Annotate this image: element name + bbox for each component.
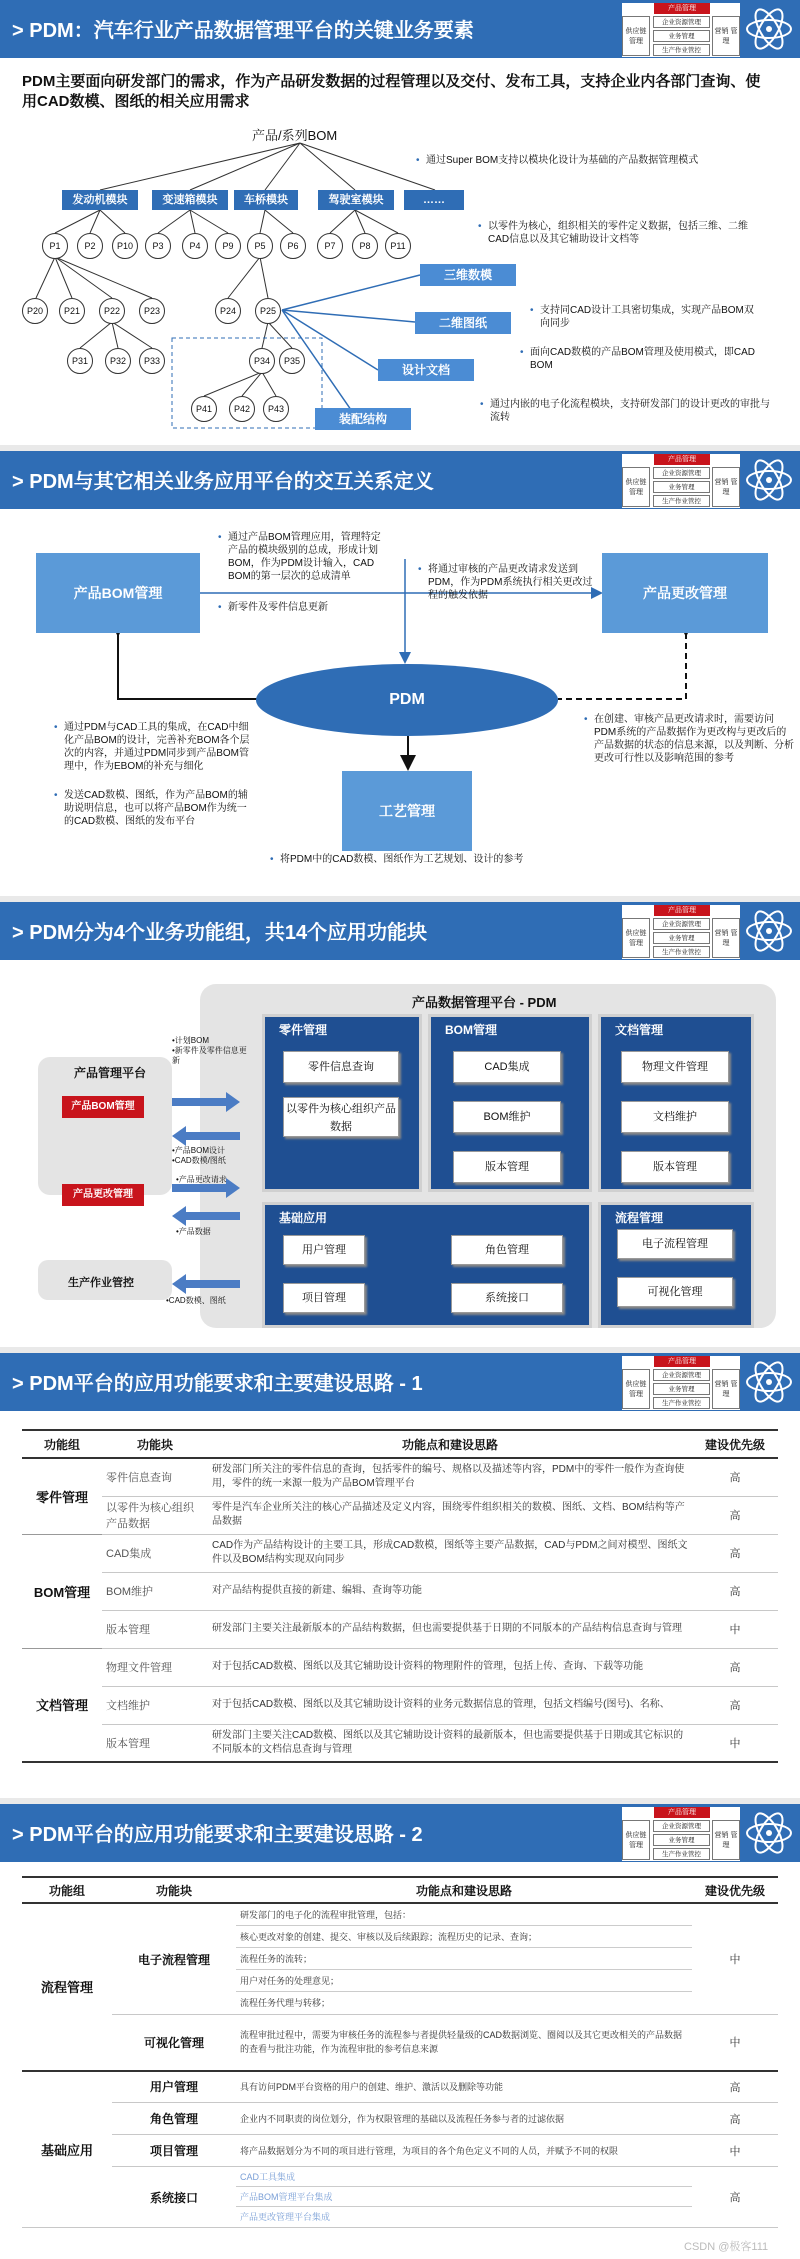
arrow-label: •CAD数模、图纸 xyxy=(166,1296,226,1305)
group-flow: 流程管理 电子流程管理 可视化管理 xyxy=(598,1202,754,1328)
bom-node: P43 xyxy=(263,396,289,422)
module-e-flow: 电子流程管理 xyxy=(617,1229,733,1259)
slide-title: > PDM与其它相关业务应用平台的交互关系定义 xyxy=(12,471,434,493)
logo-icon xyxy=(744,1808,794,1858)
bom-node: P1 xyxy=(42,233,68,259)
bom-node: P25 xyxy=(255,298,281,324)
arrow-label: •计划BOM •新零件及零件信息更新 xyxy=(172,1036,247,1065)
module-doc-maint: 文档维护 xyxy=(621,1101,729,1133)
module-sys-interface: 系统接口 xyxy=(451,1283,563,1313)
col-header: 建设优先级 xyxy=(692,1877,778,1903)
bom-node: P33 xyxy=(139,348,165,374)
box-design-doc: 设计文档 xyxy=(378,359,474,381)
table-row: 项目管理 将产品数据划分为不同的项目进行管理，为项目的各个角色定义不同的人员，并赋予不同的权限 中 xyxy=(22,2135,778,2167)
arrow-label: •产品数据 xyxy=(176,1227,211,1236)
arrow-label: •产品更改请求 xyxy=(176,1175,227,1184)
table-row: 版本管理 研发部门主要关注CAD数模、图纸以及其它辅助设计资料的最新版本，但也需要提供基于日期或其它标识的不同版本的文档信息查询与管理 中 xyxy=(22,1724,778,1762)
sys-interface-points: CAD工具集成 产品BOM管理平台集成 产品更改管理平台集成 xyxy=(236,2167,692,2228)
logo-icon xyxy=(744,1357,794,1407)
box-product-bom: 产品BOM管理 xyxy=(36,553,200,633)
module-part-core: 以零件为核心组织产品数据 xyxy=(283,1097,399,1137)
note: • 通过PDM与CAD工具的集成，在CAD中细化产品BOM的设计，完善补充BOM各个层次的内容，并通过PDM同步到产品BOM管理中，作为EBOM的补充与细化 xyxy=(54,721,250,773)
slide-title: > PDM平台的应用功能要求和主要建设思路 - 2 xyxy=(12,1824,423,1846)
box-3d-model: 三维数模 xyxy=(420,264,516,286)
table-row: 文档维护 对于包括CAD数模、图纸以及其它辅助设计资料的业务元数据信息的管理，包括文档编号(图号)、名称、 高 xyxy=(22,1686,778,1724)
col-header: 功能点和建设思路 xyxy=(208,1430,692,1458)
slide-pdm-interaction xyxy=(0,451,800,896)
bom-node: P4 xyxy=(182,233,208,259)
bom-node: P41 xyxy=(191,396,217,422)
module-role: 角色管理 xyxy=(451,1235,563,1265)
table-row: 零件管理 零件信息查询 研发部门所关注的零件信息的查询，包括零件的编号、规格以及描述等内容，PDM中的零件一般作为查询使用，零件的统一来源一般为产品BOM管理平台 高 xyxy=(22,1458,778,1496)
table-row: 角色管理 企业内不同职责的岗位划分，作为权限管理的基础以及流程任务参与者的过滤依据 高 xyxy=(22,2103,778,2135)
bom-node: P7 xyxy=(317,233,343,259)
bom-node: P20 xyxy=(22,298,48,324)
bom-node: P24 xyxy=(215,298,241,324)
group-doc: 文档管理 物理文件管理 文档维护 版本管理 xyxy=(598,1014,754,1192)
module-doc-version: 版本管理 xyxy=(621,1151,729,1183)
bom-node: P3 xyxy=(145,233,171,259)
table-row: BOM维护 对产品结构提供直接的新建、编辑、查询等功能 高 xyxy=(22,1572,778,1610)
table-row: 以零件为核心组织产品数据 零件是汽车企业所关注的核心产品描述及定义内容，围绕零件组织相关的数模、图纸、文档、BOM结构等产品数据 高 xyxy=(22,1496,778,1534)
col-header: 功能组 xyxy=(22,1877,112,1903)
module-bom-maint: BOM维护 xyxy=(453,1101,561,1133)
table-row: BOM管理 CAD集成 CAD作为产品结构设计的主要工具，形成CAD数模，图纸等主要产品数据，CAD与PDM之间对模型、图纸文件以及BOM结构实现双向同步 高 xyxy=(22,1534,778,1572)
requirements-table-2 xyxy=(22,1876,778,2228)
note: • 通过产品BOM管理应用，管理特定产品的模块级别的总成，形成计划BOM，作为PDM设计输入，CAD BOM的第一层次的总成清单 xyxy=(218,531,388,583)
bom-node: P22 xyxy=(99,298,125,324)
table-row: 文档管理 物理文件管理 对于包括CAD数模、图纸以及其它辅助设计资料的物理附件的管理，包括上传、查询、下载等功能 高 xyxy=(22,1648,778,1686)
slide-function-groups xyxy=(0,902,800,1347)
col-header: 功能块 xyxy=(112,1877,236,1903)
module-cad: CAD集成 xyxy=(453,1051,561,1083)
col-header: 功能点和建设思路 xyxy=(236,1877,692,1903)
note: • 在创建、审核产品更改请求时，需要访问PDM系统的产品数据作为更改构与更改后的产品数据的状态的信息来源，以及判断、分析更改可行性以及影响范围的参考 xyxy=(584,713,794,765)
box-assembly: 装配结构 xyxy=(315,408,411,430)
pdm-platform-title: 产品数据管理平台 - PDM xyxy=(412,995,557,1010)
bom-node: P10 xyxy=(112,233,138,259)
left-platform-title: 产品管理平台 xyxy=(74,1066,147,1080)
table-row: 基础应用 用户管理 具有访问PDM平台资格的用户的创建、维护、激活以及删除等功能 高 xyxy=(22,2071,778,2103)
bom-node: P11 xyxy=(385,233,411,259)
group-base: 基础应用 用户管理 角色管理 项目管理 系统接口 xyxy=(262,1202,592,1328)
bom-node: P8 xyxy=(352,233,378,259)
module-part-query: 零件信息查询 xyxy=(283,1051,399,1083)
module-project: 项目管理 xyxy=(283,1283,365,1313)
requirements-table-1 xyxy=(22,1429,778,1763)
table-row: 可视化管理 流程审批过程中，需要为审核任务的流程参与者提供轻量级的CAD数据浏览、圈阅以及其它更改相关的产品数据的查看与批注功能，作为流程审批的参考信息来源 中 xyxy=(22,2015,778,2071)
note: • 面向CAD数模的产品BOM管理及使用模式，即CAD BOM xyxy=(520,346,760,372)
group-bom: BOM管理 CAD集成 BOM维护 版本管理 xyxy=(428,1014,592,1192)
module-gearbox: 变速箱模块 xyxy=(152,190,228,210)
note: • 支持同CAD设计工具密切集成，实现产品BOM双向同步 xyxy=(530,304,760,330)
col-header: 功能块 xyxy=(102,1430,208,1458)
box-product-change: 产品更改管理 xyxy=(602,553,768,633)
bom-node: P34 xyxy=(249,348,275,374)
intro-text: PDM主要面向研发部门的需求，作为产品研发数据的过程管理以及交付、发布工具，支持企业内各部门查询、使用CAD数模、图纸的相关应用需求 xyxy=(22,73,761,110)
left-product-bom: 产品BOM管理 xyxy=(62,1096,144,1118)
slide-requirements-1 xyxy=(0,1353,800,1798)
slide-title: > PDM分为4个业务功能组，共14个应用功能块 xyxy=(12,922,428,944)
watermark: CSDN @极客111 xyxy=(684,2241,769,2253)
bom-node: P32 xyxy=(105,348,131,374)
module-axle: 车桥模块 xyxy=(234,190,298,210)
module-physical-file: 物理文件管理 xyxy=(621,1051,729,1083)
bom-node: P6 xyxy=(280,233,306,259)
note: • 将通过审核的产品更改请求发送到PDM，作为PDM系统执行相关更改过程的触发依据 xyxy=(418,563,596,602)
bom-node: P5 xyxy=(247,233,273,259)
module-cab: 驾驶室模块 xyxy=(318,190,394,210)
module-bom-version: 版本管理 xyxy=(453,1151,561,1183)
e-flow-points: 研发部门的电子化的流程审批管理，包括： 核心更改对象的创建、提交、审核以及后续跟踪；流程历史的记录、查询； 流程任务的流转； 用户对任务的处理意见； 流程任务代理与转移； xyxy=(236,1903,692,2015)
slide-title: > PDM平台的应用功能要求和主要建设思路 - 1 xyxy=(12,1373,423,1395)
bom-node: P21 xyxy=(59,298,85,324)
bom-node: P42 xyxy=(229,396,255,422)
pdm-ellipse: PDM xyxy=(256,664,558,736)
mini-architecture-thumbnail: 产品管理 供应链 管理 企业资源管理 业务管理 生产作业管控 营销 管理 xyxy=(622,454,740,508)
mini-architecture-thumbnail: 产品管理 供应链 管理 企业资源管理 业务管理 生产作业管控 营销 管理 xyxy=(622,1807,740,1861)
module-visual: 可视化管理 xyxy=(617,1277,733,1307)
slide-requirements-2 xyxy=(0,1804,800,2259)
bom-node: P9 xyxy=(215,233,241,259)
note: • 将PDM中的CAD数模、图纸作为工艺规划、设计的参考 xyxy=(270,853,550,866)
box-craft: 工艺管理 xyxy=(342,771,472,851)
col-header: 建设优先级 xyxy=(692,1430,778,1458)
bom-node: P23 xyxy=(139,298,165,324)
slide-bom-elements xyxy=(0,0,800,445)
note: • 通过Super BOM支持以模块化设计为基础的产品数据管理模式 xyxy=(416,154,736,167)
mini-architecture-thumbnail: 产品管理 供应链 管理 企业资源管理 业务管理 生产作业管控 营销 管理 xyxy=(622,3,740,57)
box-2d-drawing: 二维图纸 xyxy=(415,312,511,334)
group-part: 零件管理 零件信息查询 以零件为核心组织产品数据 xyxy=(262,1014,422,1192)
table-row: 版本管理 研发部门主要关注最新版本的产品结构数据，但也需要提供基于日期的不同版本的产品结构信息查询与管理 中 xyxy=(22,1610,778,1648)
bom-node: P31 xyxy=(67,348,93,374)
bom-node: P2 xyxy=(77,233,103,259)
table-row: 流程管理 电子流程管理 研发部门的电子化的流程审批管理，包括： 核心更改对象的创建、提交、审核以及后续跟踪；流程历史的记录、查询； 流程任务的流转； 用户对任务的处理意见； 流程任务代理与转移； 中 xyxy=(22,1903,778,2015)
col-header: 功能组 xyxy=(22,1430,102,1458)
left-production-label: 生产作业管控 xyxy=(68,1277,134,1289)
module-user: 用户管理 xyxy=(283,1235,365,1265)
note: • 新零件及零件信息更新 xyxy=(218,601,388,614)
table-row: 系统接口 CAD工具集成 产品BOM管理平台集成 产品更改管理平台集成 高 xyxy=(22,2167,778,2228)
slide-title: > PDM：汽车行业产品数据管理平台的关键业务要素 xyxy=(12,20,474,42)
bom-node: P35 xyxy=(279,348,305,374)
note: • 通过内嵌的电子化流程模块，支持研发部门的设计更改的审批与流转 xyxy=(480,398,770,424)
module-engine: 发动机模块 xyxy=(62,190,138,210)
mini-architecture-thumbnail: 产品管理 供应链 管理 企业资源管理 业务管理 生产作业管控 营销 管理 xyxy=(622,905,740,959)
bom-root: 产品/系列BOM xyxy=(252,128,338,143)
arrow-label: •产品BOM设计 •CAD数模/图纸 xyxy=(172,1146,226,1165)
module-more: …… xyxy=(404,190,464,210)
mini-architecture-thumbnail: 产品管理 供应链 管理 企业资源管理 业务管理 生产作业管控 营销 管理 xyxy=(622,1356,740,1410)
note: • 以零件为核心，组织相关的零件定义数据，包括三维、二维CAD信息以及其它辅助设计文档等 xyxy=(478,220,768,246)
left-product-change: 产品更改管理 xyxy=(62,1184,144,1206)
note: • 发送CAD数模、图纸，作为产品BOM的辅助说明信息，也可以将产品BOM作为统一的CAD数模、图纸的发布平台 xyxy=(54,789,250,828)
